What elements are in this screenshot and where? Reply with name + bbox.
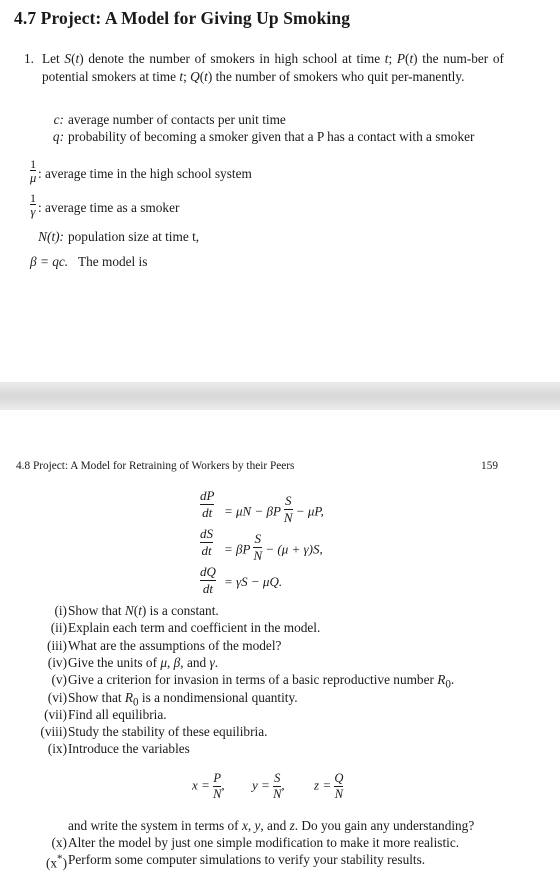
fraction-one-over-gamma: $\frac{1}{\gamma}$ [30,191,36,219]
derivative-dP-dt: $\frac{dP}{dt}$ [200,488,215,520]
variable-x: x = $\frac{P}{N}$ , [192,771,225,801]
equation-dQ: $\frac{dQ}{dt}$ = γS − μQ. [200,564,283,596]
derivative-dS-dt: $\frac{dS}{dt}$ [200,526,213,558]
definition-key: N(t): [38,229,64,244]
new-variables [192,771,372,807]
page-separator [0,382,560,410]
continuation-text: and write the system in terms of x, y, and z. Do you gain any understanding? [68,818,475,833]
definition-key: q: [52,129,64,144]
section-title: 4.7 Project: A Model for Giving Up Smoking [14,8,351,28]
variable-y: y = $\frac{S}{N}$ , [252,771,285,801]
definition-text: average number of contacts per unit time [68,112,286,127]
model-equations [200,488,400,618]
definition-text: : average time as a smoker [38,200,180,215]
definition-text: The model is [78,254,148,269]
definition-key: c: [53,112,64,127]
derivative-dQ-dt: $\frac{dQ}{dt}$ [200,564,216,596]
fraction-one-over-mu: $\frac{1}{\mu}$ [30,157,37,185]
definition-key: β = qc. [30,254,69,269]
definition-text: : average time in the high school system [38,166,252,181]
page-number: 159 [481,460,498,472]
equation-dP: $\frac{dP}{dt}$ = μN − βP $\frac{S}{N}$ − μP, [200,488,324,525]
equation-dS: $\frac{dS}{dt}$ = βP $\frac{S}{N}$ − (μ + γ)S, [200,526,323,563]
problem-number: 1. [24,51,34,66]
top-page [0,0,560,382]
running-header: 4.8 Project: A Model for Retraining of Workers by their Peers [16,460,295,472]
definition-text: population size at time t, [68,229,200,244]
definition-text: probability of becoming a smoker given that a P has a contact with a smoker [68,129,475,144]
bottom-page: 4.8 Project: A Model for Retraining of Workers by their Peers 159 $\frac{dP}{dt}$ = μN − βP $\frac{S}{N}$ − μP, $\frac{dS}{dt}$ = βP $\frac{S}{N}$ − (μ + γ)S, $\frac{dQ}{dt}$ = γS − μQ. (i) Show that N(t) is a constant. (ii) Explain each term and coefficient in the model. (iii) What are the assumptions of the model? (iv) Give the units of μ, β, and γ. (v) Give a criterion for invasion in terms of a basic reproductive number $R_0$. (vi) Show that $R_0$ is a nondimensional quantity. (vii) Find all equilibria. (viii) Study the stability of these equilibria. (ix) Introduce the variables x = $\frac{P}{N}$ , y = $\frac{S}{N}$ , z = $\frac{Q}{N}$ and write the system in terms of x, y, and z. Do you gain any understanding? (x) Alter the model by just one simple modification to make it more realistic. (x*) Perform some computer simulations to verify your stability results. [0,410,560,875]
problem-1 [24,50,504,85]
problem-text: Let S(t) denote the number of smokers in high school at time t; P(t) the num-ber of potential smokers at time t; Q(t) the number of smokers who quit per-manently. [42,51,504,84]
variable-z: z = $\frac{Q}{N}$ [314,771,344,801]
definition-inv-mu [24,157,524,200]
